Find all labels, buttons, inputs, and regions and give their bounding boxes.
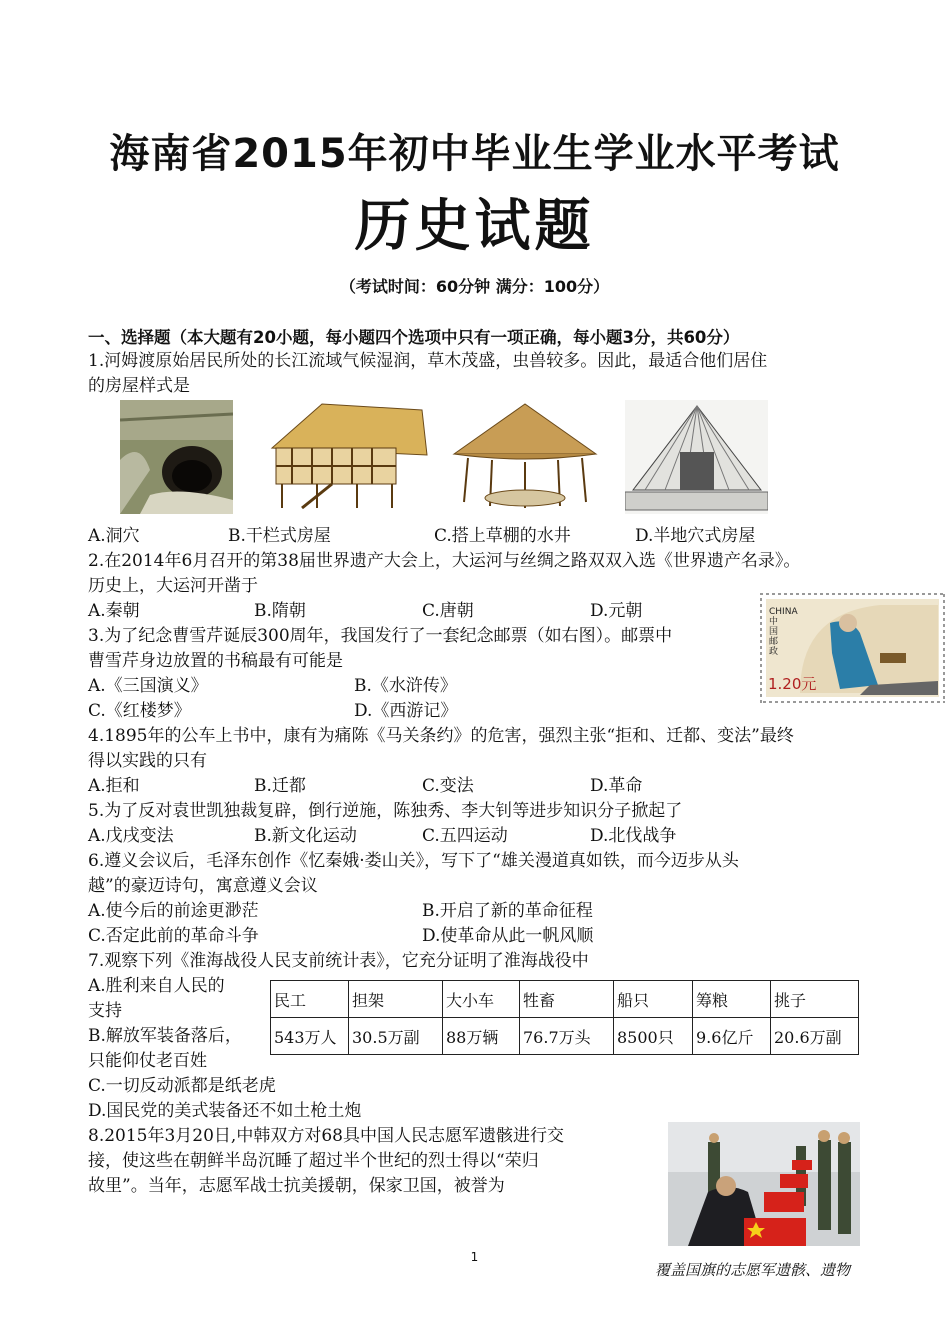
q3-option-b: B.《水浒传》 — [354, 676, 457, 696]
q8-stem-line1: 8.2015年3月20日,中韩双方对68具中国人民志愿军遗骸进行交 — [88, 1126, 564, 1146]
volunteer-remains-photo — [668, 1122, 860, 1246]
stamp-value: 1.20元 — [768, 675, 817, 693]
q4-option-d: D.革命 — [590, 776, 643, 796]
q5-stem: 5.为了反对袁世凯独裁复辟，倒行逆施，陈独秀、李大钊等进步知识分子掀起了 — [88, 801, 683, 821]
q7-option-d: D.国民党的美式装备还不如土枪土炮 — [88, 1101, 362, 1121]
q7-option-a-line2: 支持 — [88, 1001, 122, 1021]
cave-image — [120, 400, 233, 514]
q6-stem-line2: 越”的豪迈诗句，寓意遵义会议 — [88, 876, 318, 896]
page-number: 1 — [470, 1250, 479, 1264]
q3-option-d: D.《西游记》 — [354, 701, 458, 721]
q4-stem-line1: 4.1895年的公车上书中，康有为痛陈《马关条约》的危害，强烈主张“拒和、迁都、变法”最终 — [88, 726, 794, 746]
q3-stem-line2: 曹雪芹身边放置的书稿最有可能是 — [88, 651, 343, 671]
q7-option-b-line1: B.解放军装备落后， — [88, 1026, 242, 1046]
q2-option-c: C.唐朝 — [422, 601, 474, 621]
q3-option-c: C.《红楼梦》 — [88, 701, 191, 721]
table-cell: 76.7万头 — [520, 1018, 614, 1055]
stamp-country: CHINA 中国邮政 — [769, 607, 798, 657]
q3-option-a: A.《三国演义》 — [88, 676, 208, 696]
q6-option-b: B.开启了新的革命征程 — [422, 901, 593, 921]
photo-caption: 覆盖国旗的志愿军遗骸、遗物 — [655, 1261, 851, 1279]
q4-option-a: A.拒和 — [88, 776, 140, 796]
exam-title: 海南省2015年初中毕业生学业水平考试 — [109, 131, 840, 177]
q8-stem-line3: 故里”。当年，志愿军战士抗美援朝，保家卫国，被誉为 — [88, 1176, 505, 1196]
q2-stem-line1: 2.在2014年6月召开的第38届世界遗产大会上，大运河与丝绸之路双双入选《世界遗产名录》。 — [88, 551, 801, 571]
q4-option-c: C.变法 — [422, 776, 474, 796]
table-header-cell: 挑子 — [771, 981, 859, 1018]
q1-option-c: C.搭上草棚的水井 — [434, 526, 571, 546]
table-cell: 20.6万副 — [771, 1018, 859, 1055]
table-cell: 9.6亿斤 — [693, 1018, 771, 1055]
exam-info: （考试时间：60分钟 满分：100分） — [339, 277, 610, 296]
table-header-cell: 大小车 — [443, 981, 520, 1018]
q7-option-b-line2: 只能仰仗老百姓 — [88, 1051, 207, 1071]
q4-stem-line2: 得以实践的只有 — [88, 751, 207, 771]
q5-option-d: D.北伐战争 — [590, 826, 677, 846]
table-header-cell: 筹粮 — [693, 981, 771, 1018]
q8-stem-line2: 接，使这些在朝鲜半岛沉睡了超过半个世纪的烈士得以“荣归 — [88, 1151, 539, 1171]
q2-option-d: D.元朝 — [590, 601, 643, 621]
q1-option-a: A.洞穴 — [88, 526, 140, 546]
q2-option-b: B.隋朝 — [254, 601, 306, 621]
q6-option-c: C.否定此前的革命斗争 — [88, 926, 259, 946]
table-header-row — [271, 981, 859, 1018]
q7-stem: 7.观察下列《淮海战役人民支前统计表》，它充分证明了淮海战役中 — [88, 951, 589, 971]
q1-option-d: D.半地穴式房屋 — [635, 526, 756, 546]
table-header-cell: 船只 — [614, 981, 693, 1018]
semi-subterranean-house-image — [625, 400, 768, 514]
table-cell: 30.5万副 — [349, 1018, 443, 1055]
q6-option-a: A.使今后的前途更渺茫 — [88, 901, 259, 921]
table-cell: 8500只 — [614, 1018, 693, 1055]
huaihai-support-table — [270, 980, 859, 1055]
cao-xueqin-stamp — [760, 593, 945, 703]
q2-option-a: A.秦朝 — [88, 601, 140, 621]
thatched-well-image — [452, 402, 598, 510]
q5-option-b: B.新文化运动 — [254, 826, 357, 846]
q2-stem-line2: 历史上，大运河开凿于 — [88, 576, 258, 596]
q7-option-c: C.一切反动派都是纸老虎 — [88, 1076, 276, 1096]
table-cell: 88万辆 — [443, 1018, 520, 1055]
section-heading: 一、选择题（本大题有20小题，每小题四个选项中只有一项正确，每小题3分，共60分） — [88, 328, 740, 347]
table-cell: 543万人 — [271, 1018, 349, 1055]
q1-stem-line1: 1.河姆渡原始居民所处的长江流域气候湿润，草木茂盛，虫兽较多。因此，最适合他们居住 — [88, 351, 768, 371]
subject-title: 历史试题 — [354, 194, 595, 259]
table-header-cell: 担架 — [349, 981, 443, 1018]
q3-stem-line1: 3.为了纪念曹雪芹诞辰300周年，我国发行了一套纪念邮票（如右图）。邮票中 — [88, 626, 673, 646]
table-row — [271, 1018, 859, 1055]
q5-option-c: C.五四运动 — [422, 826, 508, 846]
q6-stem-line1: 6.遵义会议后，毛泽东创作《忆秦娥·娄山关》，写下了“雄关漫道真如铁，而今迈步从头 — [88, 851, 739, 871]
q4-option-b: B.迁都 — [254, 776, 306, 796]
stilt-house-image — [262, 400, 432, 510]
table-header-cell: 民工 — [271, 981, 349, 1018]
q1-stem-line2: 的房屋样式是 — [88, 376, 190, 396]
q7-option-a-line1: A.胜利来自人民的 — [88, 976, 225, 996]
q1-option-b: B.干栏式房屋 — [228, 526, 331, 546]
q6-option-d: D.使革命从此一帆风顺 — [422, 926, 594, 946]
q5-option-a: A.戊戌变法 — [88, 826, 174, 846]
table-header-cell: 牲畜 — [520, 981, 614, 1018]
